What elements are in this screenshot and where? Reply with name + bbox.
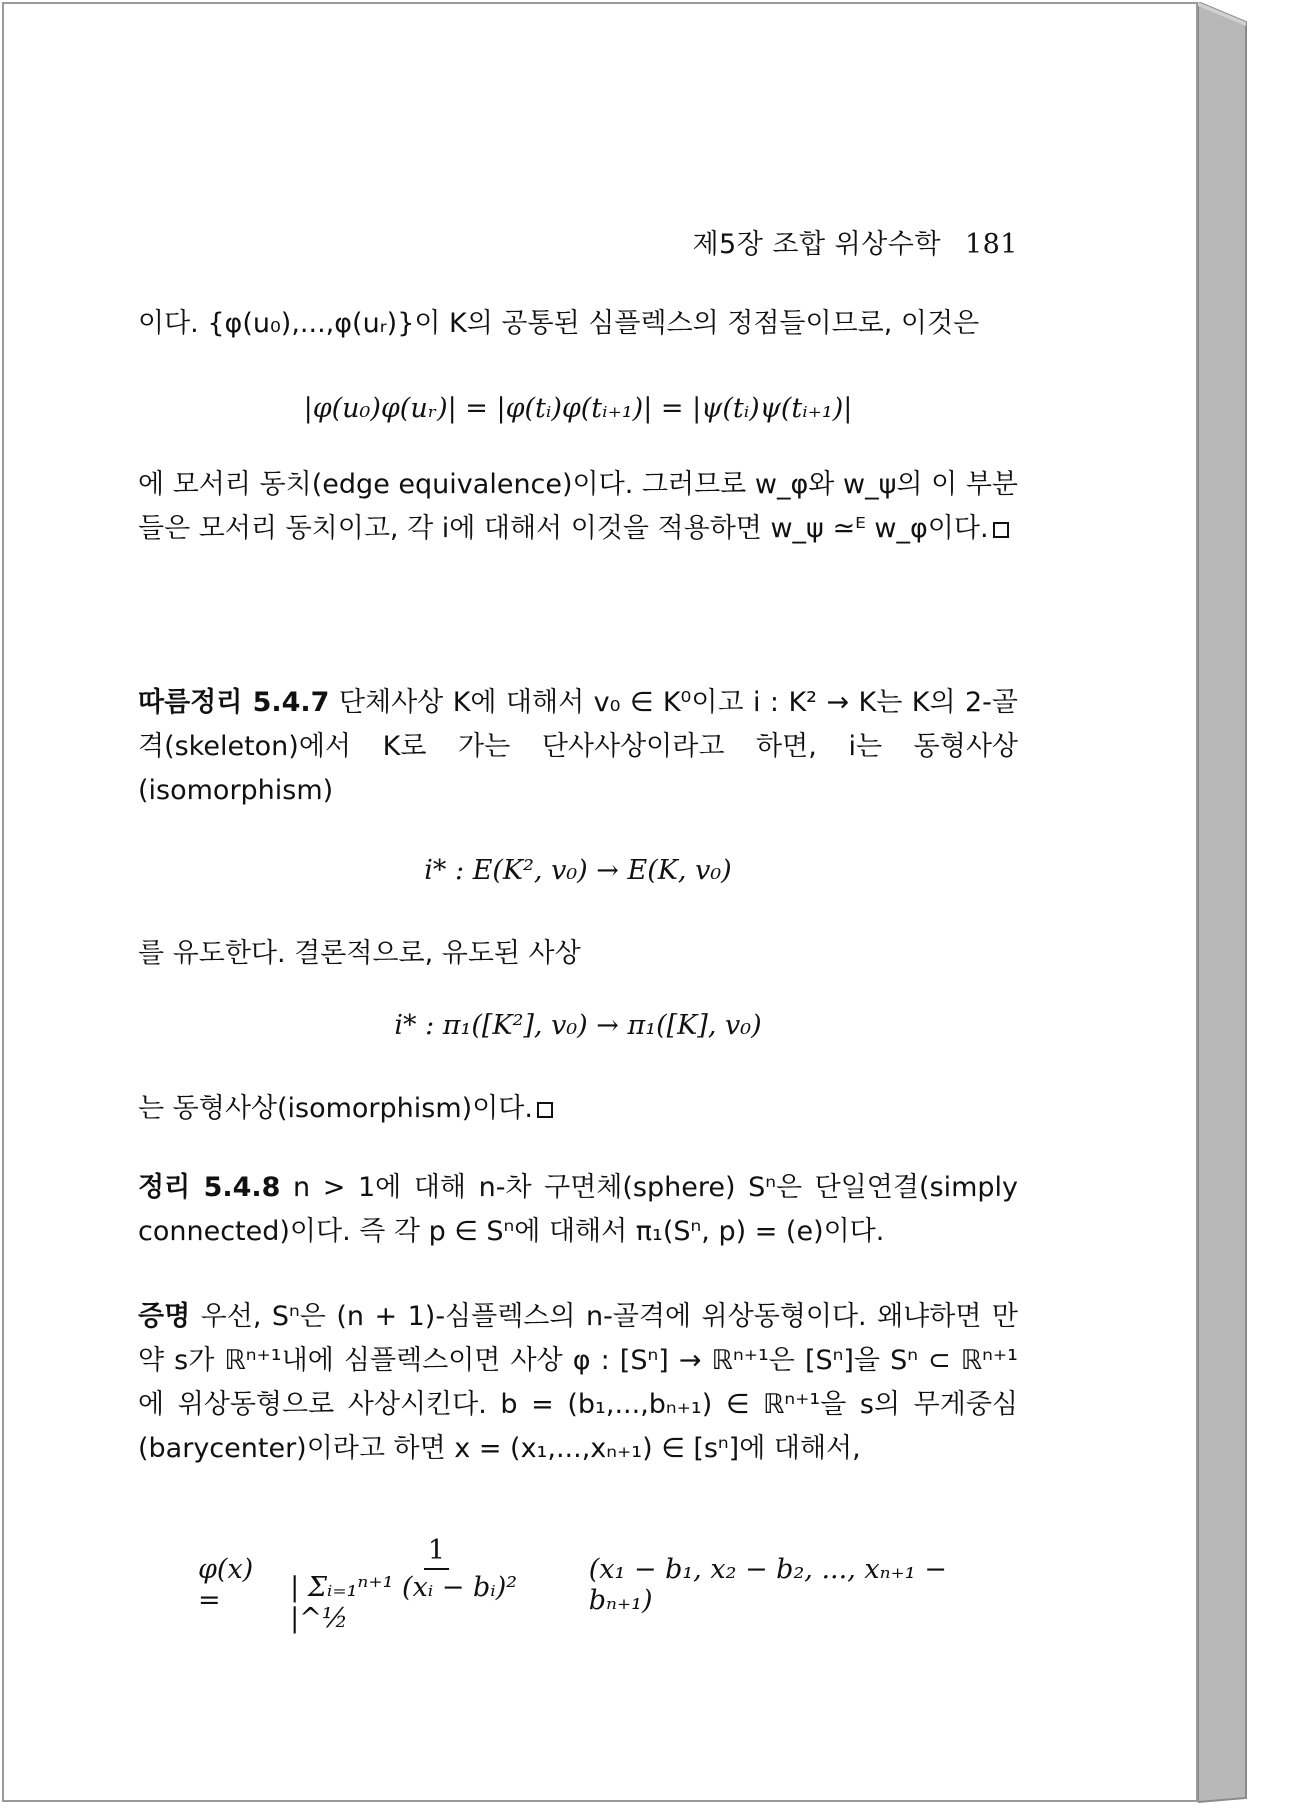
page-number: 181: [964, 229, 1018, 260]
corollary-text: 단체사상 K에 대해서 v₀ ∈ K⁰이고 i : K² → K는 K의 2-골격(skeleton)에서 K로 가는 단사사상이라고 하면, i는 동형사상 (isomorphism): [138, 687, 1018, 806]
paragraph-1: 이다. {φ(u₀),...,φ(uᵣ)}이 K의 공통된 심플렉스의 정점들이므로, 이것은: [138, 308, 980, 339]
equation-4-fraction: [290, 1535, 583, 1634]
corollary-5-4-7: [138, 681, 1018, 813]
theorem-label: 정리 5.4.8: [138, 1172, 281, 1203]
paragraph-2-text: 에 모서리 동치(edge equivalence)이다. 그러므로 w_φ와 w_ψ의 이 부분들은 모서리 동치이고, 각 i에 대해서 이것을 적용하면 w_ψ ≃ᴱ w_φ이다.: [138, 469, 1018, 544]
running-header: [692, 222, 1018, 261]
fraction-numerator: 1: [424, 1535, 449, 1570]
proof-label: 증명: [138, 1301, 191, 1332]
qed-icon: [993, 522, 1009, 538]
equation-1: |φ(u₀)φ(uᵣ)| = |φ(tᵢ)φ(tᵢ₊₁)| = |ψ(tᵢ)ψ(tᵢ₊₁)|: [303, 393, 853, 424]
equation-4: [198, 1535, 1018, 1634]
fraction-denominator: | Σᵢ₌₁ⁿ⁺¹ (xᵢ − bᵢ)² |^½: [290, 1572, 518, 1634]
equation-2: i* : E(K², v₀) → E(K, v₀): [424, 855, 732, 886]
paragraph-2: [138, 463, 1018, 551]
paragraph-4: [138, 1087, 1018, 1131]
qed-icon: [537, 1102, 553, 1118]
proof: [138, 1295, 1018, 1471]
corollary-label: 따름정리 5.4.7: [138, 687, 330, 718]
equation-3: i* : π₁([K²], v₀) → π₁([K], v₀): [394, 1010, 762, 1041]
chapter-title: 제5장 조합 위상수학: [692, 229, 941, 260]
theorem-5-4-8: [138, 1166, 1018, 1254]
equation-4-rhs: (x₁ − b₁, x₂ − b₂, ..., xₙ₊₁ − bₙ₊₁): [588, 1553, 947, 1616]
equation-4-lhs: φ(x) =: [198, 1553, 254, 1616]
page: [2, 2, 1198, 1802]
paragraph-3: 를 유도한다. 결론적으로, 유도된 사상: [138, 938, 581, 969]
proof-text: 우선, Sⁿ은 (n + 1)-심플렉스의 n-골격에 위상동형이다. 왜냐하면 만약 s가 ℝⁿ⁺¹내에 심플렉스이면 사상 φ : [Sⁿ] → ℝⁿ⁺¹은 [Sⁿ]을 Sⁿ ⊂ ℝⁿ⁺¹에 위상동형으로 사상시킨다. b = (b₁,...,bₙ₊₁) ∈ ℝⁿ⁺¹을 s의 무게중심(barycenter)이라고 하면 x = (x₁,...,xₙ₊₁) ∈ [sⁿ]에 대해서,: [138, 1301, 1018, 1464]
theorem-text: n > 1에 대해 n-차 구면체(sphere) Sⁿ은 단일연결(simply connected)이다. 즉 각 p ∈ Sⁿ에 대해서 π₁(Sⁿ, p) = (e)이다.: [138, 1172, 1018, 1247]
paragraph-4-text: 는 동형사상(isomorphism)이다.: [138, 1093, 533, 1124]
